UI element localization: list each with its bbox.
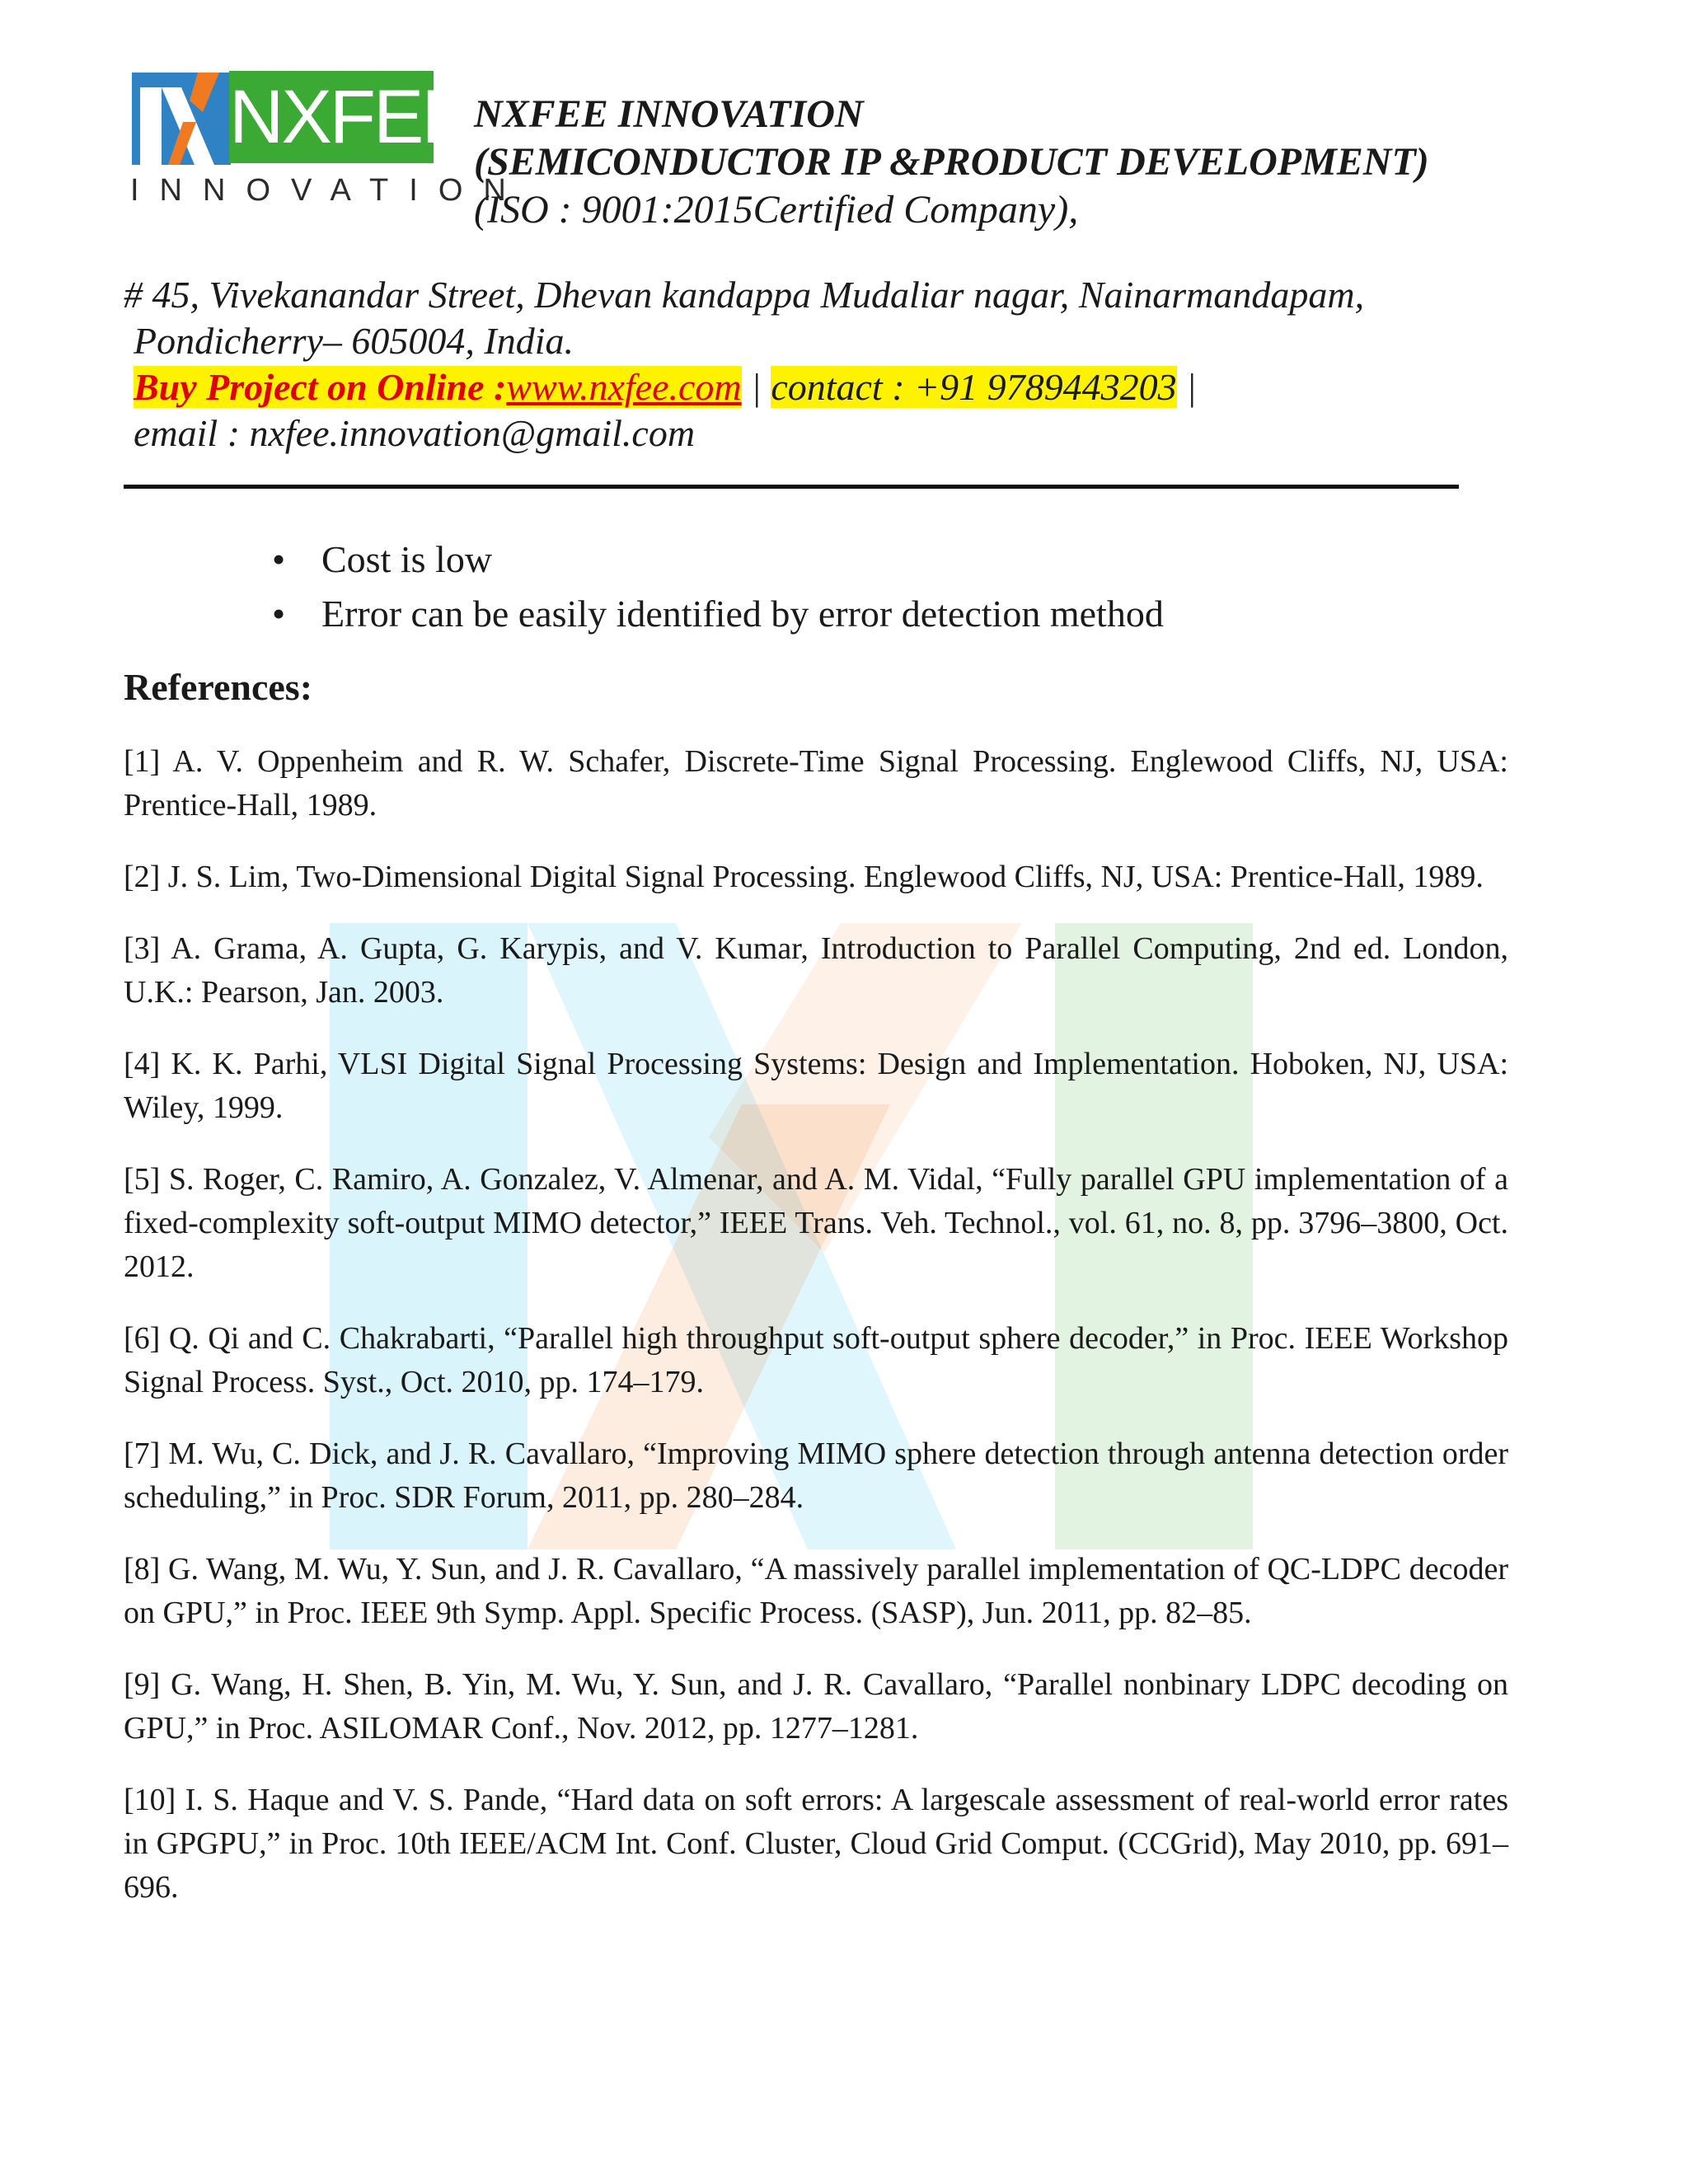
header-divider — [124, 485, 1459, 489]
reference-item: [8] G. Wang, M. Wu, Y. Sun, and J. R. Cavallaro, “A massively parallel implementation of QC-LDPC decoder on GPU,” in Proc. IEEE 9th Symp. Appl. Specific Process. (SASP), Jun. 2011, pp. 82–85. — [124, 1552, 1508, 1630]
reference-item: [2] J. S. Lim, Two-Dimensional Digital Signal Processing. Englewood Cliffs, NJ, USA: Prentice-Hall, 1989. — [124, 860, 1484, 894]
nx-logo-icon — [132, 73, 231, 165]
contact-line — [124, 364, 1364, 410]
reference-item: [9] G. Wang, H. Shen, B. Yin, M. Wu, Y. Sun, and J. R. Cavallaro, “Parallel nonbinary LDPC decoding on GPU,” in Proc. ASILOMAR Conf., Nov. 2012, pp. 1277–1281. — [124, 1667, 1508, 1746]
reference-item: [3] A. Grama, A. Gupta, G. Karypis, and V. Kumar, Introduction to Parallel Computing, 2nd ed. London, U.K.: Pearson, Jan. 2003. — [124, 931, 1508, 1010]
reference-item: [5] S. Roger, C. Ramiro, A. Gonzalez, V. Almenar, and A. M. Vidal, “Fully parallel GPU implementation of a fixed-complexity soft-output MIMO detector,” IEEE Trans. Veh. Technol., vol. 61, no. 8, pp. 3796–3800, Oct. 2012. — [124, 1162, 1508, 1284]
buy-project-label: Buy Project on Online : — [134, 366, 507, 408]
logo-subtitle: INNOVATION — [130, 173, 527, 208]
separator: | — [1176, 366, 1197, 408]
reference-item: [4] K. K. Parhi, VLSI Digital Signal Processing Systems: Design and Implementation. Hoboken, NJ, USA: Wiley, 1999. — [124, 1047, 1508, 1125]
reference-item: [7] M. Wu, C. Dick, and J. R. Cavallaro, “Improving MIMO sphere detection through antenna detection order scheduling,” in Proc. SDR Forum, 2011, pp. 280–284. — [124, 1436, 1508, 1515]
references-list — [124, 740, 1508, 1938]
reference-item: [10] I. S. Haque and V. S. Pande, “Hard data on soft errors: A largescale assessment of real-world error rates in GPGPU,” in Proc. 10th IEEE/ACM Int. Conf. Cluster, Cloud Grid Comput. (CCGrid), May 2010, pp. 691–696. — [124, 1783, 1508, 1905]
website-link[interactable]: www.nxfee.com — [506, 366, 742, 408]
separator: | — [741, 366, 771, 408]
company-logo — [124, 64, 527, 221]
address-line-2: Pondicherry– 605004, India. — [134, 320, 574, 362]
company-info — [474, 91, 1429, 234]
list-item: • Error can be easily identified by error detection method — [272, 587, 1164, 641]
address-block — [124, 272, 1364, 457]
references-heading: References: — [124, 666, 313, 708]
logo-wordmark: NXFEE — [229, 71, 434, 163]
company-description: (SEMICONDUCTOR IP &PRODUCT DEVELOPMENT) — [474, 140, 1429, 184]
address-line-1: # 45, Vivekanandar Street, Dhevan kandappa Mudaliar nagar, Nainarmandapam, — [124, 274, 1365, 316]
company-certification: (ISO : 9001:2015Certified Company), — [474, 188, 1079, 232]
contact-number: contact : +91 9789443203 — [771, 366, 1177, 408]
email-line: email : nxfee.innovation@gmail.com — [134, 412, 696, 454]
company-name: NXFEE INNOVATION — [474, 92, 864, 136]
list-item: • Cost is low — [272, 532, 1164, 587]
reference-item: [1] A. V. Oppenheim and R. W. Schafer, Discrete-Time Signal Processing. Englewood Cliffs, NJ, USA: Prentice-Hall, 1989. — [124, 744, 1508, 823]
advantages-list — [272, 532, 1164, 641]
reference-item: [6] Q. Qi and C. Chakrabarti, “Parallel high throughput soft-output sphere decoder,” in Proc. IEEE Workshop Signal Process. Syst., Oct. 2010, pp. 174–179. — [124, 1321, 1508, 1399]
